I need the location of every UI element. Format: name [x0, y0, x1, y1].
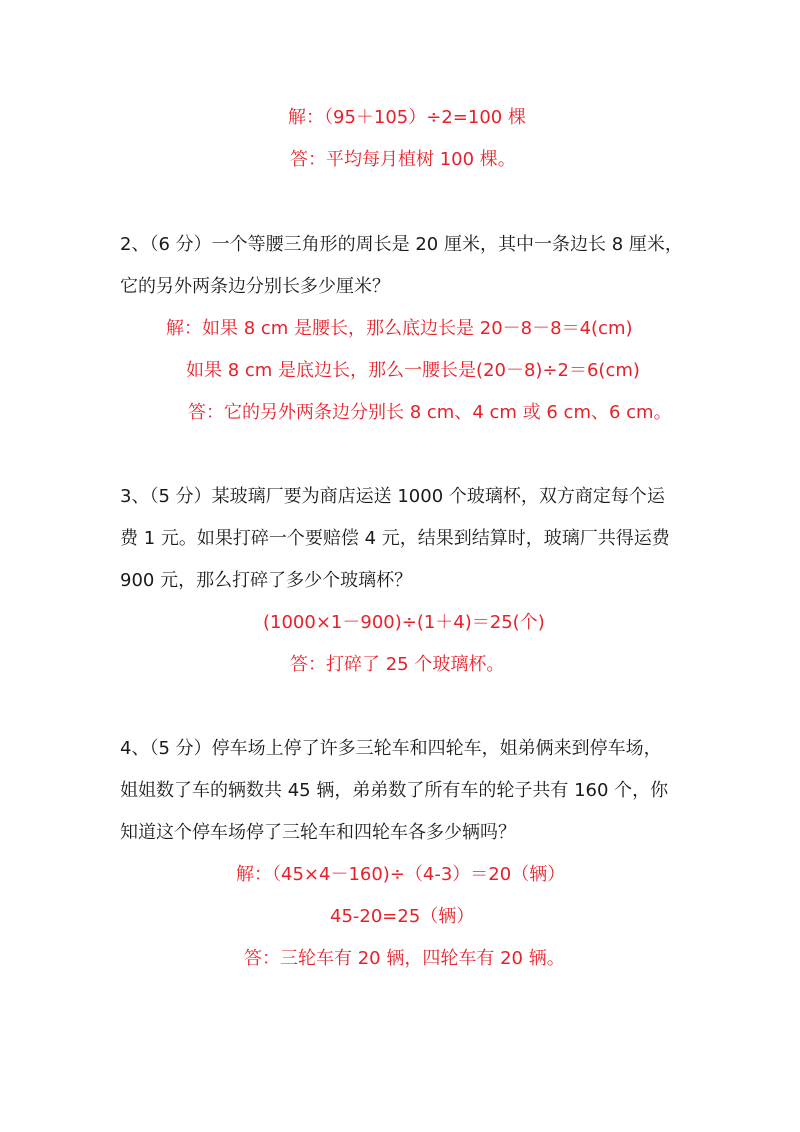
- prev-answer: 答：平均每月植树 100 棵。: [290, 149, 516, 170]
- problem-4-answer: 答：三轮车有 20 辆，四轮车有 20 辆。: [244, 948, 565, 969]
- problem-2-line-2: 它的另外两条边分别长多少厘米？: [120, 276, 390, 297]
- problem-2-solution-2: 如果 8 cm 是底边长，那么一腰长是(20－8)÷2＝6(cm): [186, 360, 640, 381]
- problem-3-solution: (1000×1－900)÷(1＋4)＝25(个): [263, 612, 545, 633]
- problem-4-solution-2: 45-20=25（辆）: [330, 906, 475, 927]
- problem-4-line-3: 知道这个停车场停了三轮车和四轮车各多少辆吗？: [120, 822, 516, 843]
- problem-4-solution-1: 解：（45×4－160)÷（4-3）＝20（辆）: [236, 864, 566, 885]
- prev-solution: 解：（95＋105）÷2=100 棵: [288, 107, 526, 128]
- problem-3-line-1: 3、（5 分）某玻璃厂要为商店运送 1000 个玻璃杯，双方商定每个运: [120, 486, 665, 507]
- problem-3-answer: 答：打碎了 25 个玻璃杯。: [290, 654, 505, 675]
- problem-2-answer: 答：它的另外两条边分别长 8 cm、4 cm 或 6 cm、6 cm。: [188, 402, 672, 423]
- problem-4-line-1: 4、（5 分）停车场上停了许多三轮车和四轮车，姐弟俩来到停车场，: [120, 738, 662, 759]
- problem-4-line-2: 姐姐数了车的辆数共 45 辆，弟弟数了所有车的轮子共有 160 个，你: [120, 780, 669, 801]
- problem-3-line-2: 费 1 元。如果打碎一个要赔偿 4 元，结果到结算时，玻璃厂共得运费: [120, 528, 670, 549]
- problem-2-solution-1: 解：如果 8 cm 是腰长，那么底边长是 20－8－8＝4(cm): [166, 318, 633, 339]
- problem-2-line-1: 2、（6 分）一个等腰三角形的周长是 20 厘米，其中一条边长 8 厘米，: [120, 234, 683, 255]
- problem-3-line-3: 900 元，那么打碎了多少个玻璃杯？: [120, 570, 413, 591]
